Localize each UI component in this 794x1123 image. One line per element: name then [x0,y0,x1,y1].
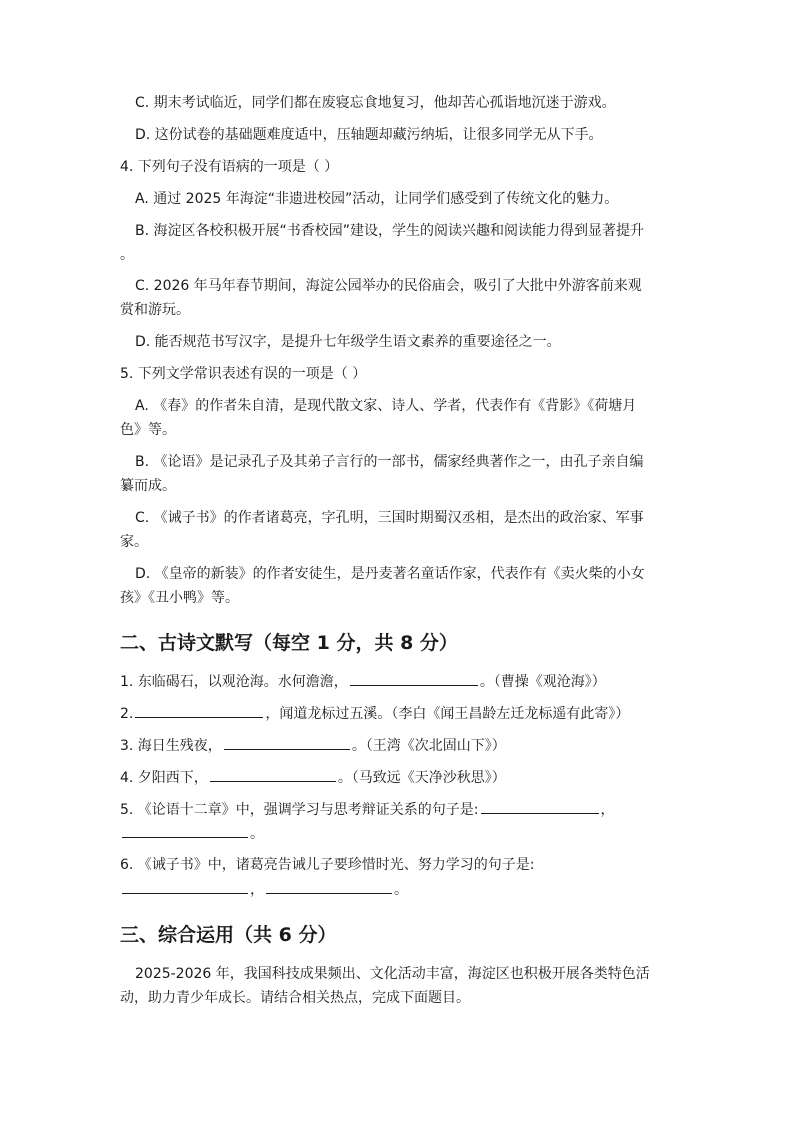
q5-option-c: C. 《诫子书》的作者诸葛亮，字孔明，三国时期蜀汉丞相，是杰出的政治家、军事 [135,510,644,526]
recite-item-1-source: 。（曹操《观沧海》） [479,674,606,690]
section-2-heading: 二、古诗文默写（每空 1 分，共 8 分） [120,632,458,654]
recite-item-3-source: 。（王湾《次北固山下》） [351,738,506,754]
recite-item-5 [120,799,615,820]
recite-item-2-source: ，闻道龙标过五溪。（李白《闻王昌龄左迁龙标遥有此寄》） [265,706,630,722]
recite-item-2-number: 2. [120,706,134,722]
recite-item-3 [120,735,506,756]
q5-stem: 5. 下列文学常识表述有误的一项是（ ） [120,366,367,382]
q5-option-b-cont: 纂而成。 [120,478,176,494]
q5-option-a-cont: 色》等。 [120,422,176,438]
recite-item-4 [120,767,506,788]
answer-blank[interactable] [224,735,350,750]
section-3-paragraph: 2025-2026 年，我国科技成果频出、文化活动丰富，海淀区也积极开展各类特色活 [135,966,650,982]
q5-option-d: D. 《皇帝的新装》的作者安徒生，是丹麦著名童话作家，代表作有《卖火柴的小女 [135,566,645,582]
recite-item-6-period: 。 [394,882,408,898]
recite-item-6-comma: ， [250,882,264,898]
section-3-paragraph-cont: 动，助力青少年成长。请结合相关热点，完成下面题目。 [120,990,470,1006]
q4-option-c: C. 2026 年马年春节期间，海淀公园举办的民俗庙会，吸引了大批中外游客前来观 [135,278,642,294]
answer-blank[interactable] [481,799,599,814]
q4-stem: 4. 下列句子没有语病的一项是（ ） [120,159,339,175]
recite-item-1-prompt: 1. 东临碣石，以观沧海。水何澹澹， [120,674,348,690]
recite-item-2 [120,703,629,724]
recite-item-5-comma: ， [600,802,615,818]
recite-item-6-cont [120,879,408,900]
recite-item-4-source: 。（马致远《天净沙秋思》） [337,770,506,786]
q4-option-a: A. 通过 2025 年海淀“非遗进校园”活动，让同学们感受到了传统文化的魅力。 [135,191,619,207]
answer-blank[interactable] [122,879,248,894]
recite-item-4-prompt: 4. 夕阳西下， [120,770,208,786]
q4-option-b: B. 海淀区各校积极开展“书香校园”建设，学生的阅读兴趣和阅读能力得到显著提升 [135,223,645,239]
answer-blank[interactable] [350,671,478,686]
recite-item-5-cont [120,823,264,844]
q3-option-c: C. 期末考试临近，同学们都在废寝忘食地复习，他却苦心孤诣地沉迷于游戏。 [135,95,616,111]
answer-blank[interactable] [135,703,263,718]
q5-option-d-cont: 孩》《丑小鸭》等。 [120,590,239,606]
answer-blank[interactable] [122,823,248,838]
q5-option-a: A. 《春》的作者朱自清，是现代散文家、诗人、学者，代表作有《背影》《荷塘月 [135,398,637,414]
q4-option-c-cont: 赏和游玩。 [120,302,190,318]
recite-item-5-period: 。 [250,826,264,842]
recite-item-3-prompt: 3. 海日生残夜， [120,738,222,754]
answer-blank[interactable] [210,767,336,782]
recite-item-1 [120,671,606,692]
q3-option-d: D. 这份试卷的基础题难度适中，压轴题却藏污纳垢，让很多同学无从下手。 [135,127,603,143]
q4-option-d: D. 能否规范书写汉字，是提升七年级学生语文素养的重要途径之一。 [135,334,561,350]
q5-option-c-cont: 家。 [120,534,148,550]
q5-option-b: B. 《论语》是记录孔子及其弟子言行的一部书，儒家经典著作之一，由孔子亲自编 [135,454,644,470]
recite-item-5-prompt: 5. 《论语十二章》中，强调学习与思考辩证关系的句子是: [120,802,479,818]
section-3-heading: 三、综合运用（共 6 分） [120,924,337,946]
answer-blank[interactable] [266,879,392,894]
recite-item-6: 6. 《诫子书》中，诸葛亮告诫儿子要珍惜时光、努力学习的句子是: [120,857,535,873]
q4-option-b-cont: 。 [120,247,134,263]
